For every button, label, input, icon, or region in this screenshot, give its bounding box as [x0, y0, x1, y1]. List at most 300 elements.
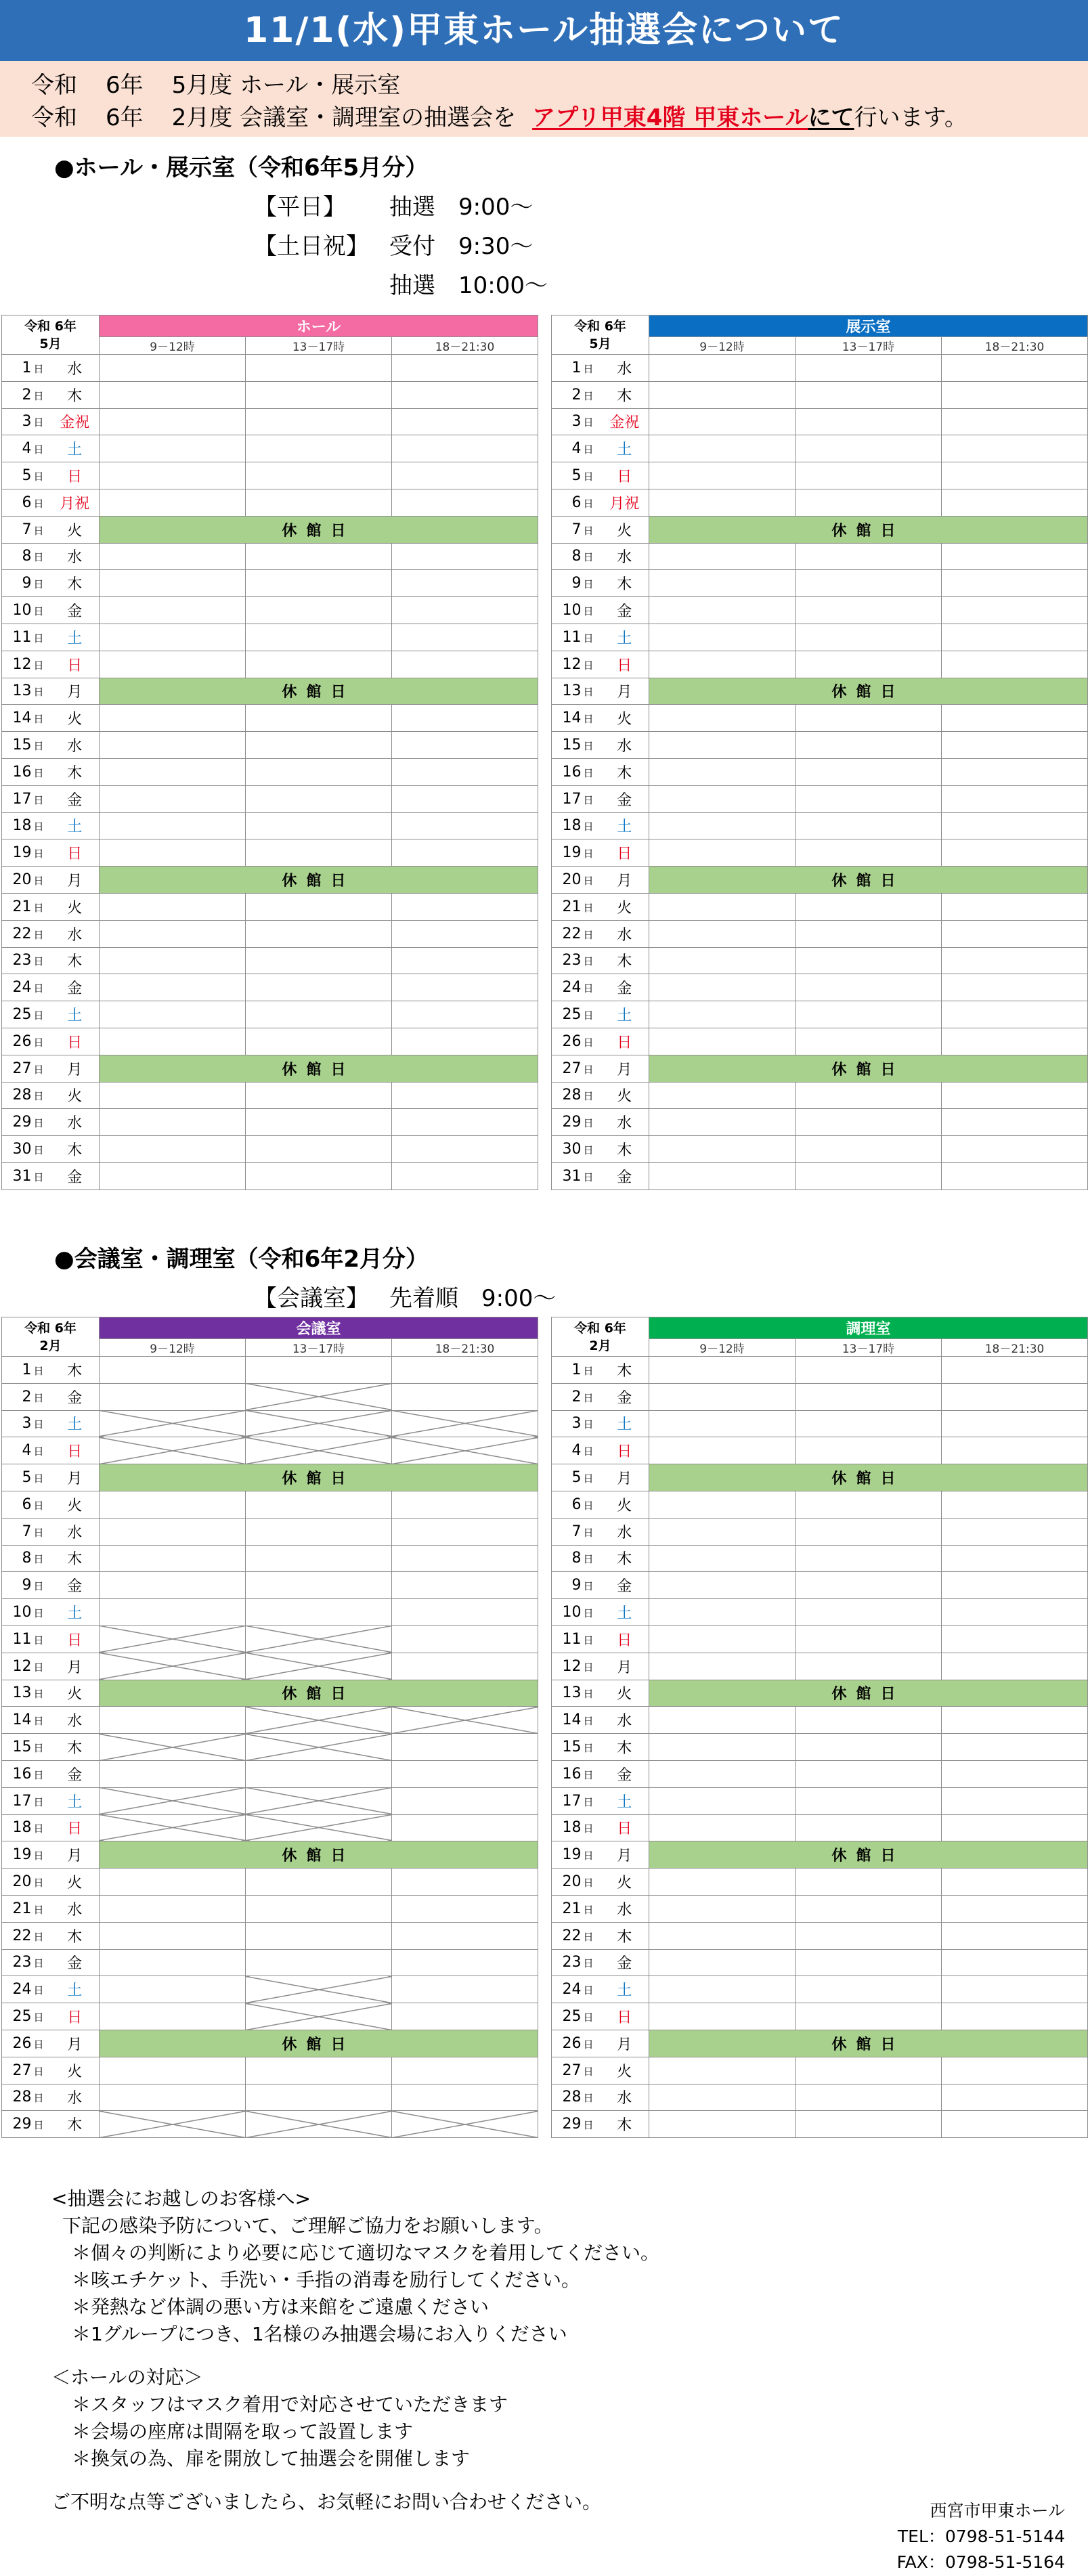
day-suffix: 日 [583, 2119, 594, 2132]
calendar-row [552, 974, 1088, 1001]
day-value: 23 [562, 952, 582, 969]
slot-cell [246, 947, 392, 974]
day-suffix: 日 [33, 1472, 44, 1485]
slot-cell [942, 1545, 1088, 1572]
calendar-row [2, 651, 538, 678]
day-number [552, 1625, 601, 1653]
slot-cell [942, 1895, 1088, 1922]
day-value: 24 [12, 1981, 32, 1999]
time-slot-header: 13－17時 [246, 1339, 392, 1357]
day-number [2, 1410, 51, 1437]
day-suffix: 日 [33, 955, 44, 968]
slot-unavailable [246, 1383, 392, 1410]
day-number [552, 705, 601, 732]
day-value: 9 [571, 1577, 582, 1594]
weekday: 水 [51, 543, 100, 570]
slot-cell [392, 732, 538, 759]
slot-cell [246, 1109, 392, 1136]
calendar-hall [1, 315, 538, 1190]
day-value: 13 [12, 682, 32, 700]
slot-cell [942, 1625, 1088, 1653]
calendar-row [2, 624, 538, 651]
era: 令和 [31, 72, 77, 99]
slot-cell [392, 1895, 538, 1922]
notes-item: ＊1グループにつき、1名様のみ抽選会場にお入りください [72, 2323, 567, 2345]
schedule-row: 【会議室】 先着順 9:00〜 [254, 1285, 557, 1312]
day-suffix: 日 [583, 901, 594, 914]
slot-cell [246, 1760, 392, 1787]
day-value: 1 [571, 359, 582, 376]
slot-cell [246, 1082, 392, 1109]
closed-day-label: 休館日 [649, 516, 1088, 543]
calendar-month: 2月 [39, 1338, 62, 1353]
slot-cell [796, 1383, 942, 1410]
calendar-row [552, 1949, 1088, 1976]
weekday: 水 [51, 1109, 100, 1136]
notes-item: ＊発熱など体調の悪い方は来館をご遠慮ください [72, 2296, 489, 2318]
day-number [552, 1841, 601, 1869]
calendar-row [2, 1437, 538, 1464]
closed-day-label: 休館日 [649, 2030, 1088, 2057]
slot-cell [392, 1760, 538, 1787]
day-value: 16 [12, 763, 32, 781]
slot-cell [649, 1383, 796, 1410]
weekday: 火 [51, 1680, 100, 1707]
slot-cell [246, 597, 392, 624]
slot-cell [100, 1109, 246, 1136]
slot-cell [649, 1357, 796, 1384]
day-suffix: 日 [583, 686, 594, 699]
calendar-row [2, 1680, 538, 1707]
slot-cell [796, 1922, 942, 1949]
day-number [552, 758, 601, 785]
slot-unavailable [100, 1437, 246, 1464]
day-value: 12 [562, 1657, 582, 1675]
weekday: 月祝 [51, 489, 100, 516]
day-number [2, 1357, 51, 1384]
day-number [2, 597, 51, 624]
weekday: 火 [601, 893, 649, 920]
day-number [2, 1787, 51, 1814]
day-value: 4 [22, 440, 32, 458]
day-value: 13 [562, 1684, 582, 1702]
calendar-row [552, 1599, 1088, 1626]
slot-cell [392, 974, 538, 1001]
slot-cell [796, 812, 942, 839]
slot-cell [796, 758, 942, 785]
slot-cell [942, 1976, 1088, 2003]
calendar-row [552, 1869, 1088, 1896]
day-suffix: 日 [33, 471, 44, 483]
weekday: 木 [601, 381, 649, 408]
weekday: 木 [51, 570, 100, 597]
day-number [552, 1136, 601, 1163]
slot-unavailable [100, 1814, 246, 1841]
day-value: 28 [562, 1087, 582, 1104]
calendar-row [2, 1787, 538, 1814]
day-number [2, 2084, 51, 2111]
calendar-row [552, 1437, 1088, 1464]
slot-cell [942, 1437, 1088, 1464]
weekday: 金 [601, 1949, 649, 1976]
slot-cell [100, 1028, 246, 1055]
slot-cell [100, 570, 246, 597]
slot-cell [796, 1545, 942, 1572]
weekday: 木 [51, 1357, 100, 1384]
day-value: 29 [562, 1114, 582, 1131]
day-value: 30 [562, 1141, 582, 1158]
day-number [2, 1136, 51, 1163]
slot-cell [796, 570, 942, 597]
slot-cell [100, 651, 246, 678]
slot-unavailable [392, 1707, 538, 1734]
weekday: 土 [51, 1976, 100, 2003]
slot-cell [246, 489, 392, 516]
slot-cell [796, 1028, 942, 1055]
day-value: 20 [562, 871, 582, 889]
day-value: 10 [12, 602, 32, 619]
day-value: 25 [562, 2008, 582, 2026]
slot-cell [649, 1518, 796, 1545]
slot-cell [649, 570, 796, 597]
calendar-row [552, 732, 1088, 759]
closed-day-label: 休館日 [100, 516, 538, 543]
day-number [2, 1734, 51, 1761]
slot-cell [100, 355, 246, 382]
day-suffix: 日 [583, 1499, 594, 1512]
weekday: 月 [51, 678, 100, 705]
day-suffix: 日 [33, 1715, 44, 1728]
slot-cell [796, 1437, 942, 1464]
notes-item: ＊咳エチケット、手洗い・手指の消毒を励行してください。 [72, 2269, 580, 2291]
day-suffix: 日 [33, 928, 44, 941]
calendar-header-row [552, 315, 1088, 337]
day-suffix: 日 [583, 1472, 594, 1485]
calendar-year: 令和 6年 [24, 1320, 77, 1336]
calendar-row [2, 408, 538, 435]
slot-cell [649, 947, 796, 974]
day-suffix: 日 [583, 1364, 594, 1377]
slot-cell [796, 1082, 942, 1109]
day-suffix: 日 [583, 1903, 594, 1916]
calendar-row [552, 1545, 1088, 1572]
weekday: 日 [601, 1437, 649, 1464]
day-value: 25 [12, 2008, 32, 2026]
slot-cell [246, 839, 392, 867]
day-suffix: 日 [33, 1580, 44, 1593]
calendar-row [2, 1841, 538, 1869]
calendar-row [552, 1162, 1088, 1189]
weekday: 火 [601, 1491, 649, 1518]
slot-cell [100, 2084, 246, 2111]
slot-cell [649, 1895, 796, 1922]
slot-cell [796, 2111, 942, 2138]
day-suffix: 日 [583, 1850, 594, 1862]
announcement-line-1 [31, 66, 400, 100]
slot-cell [942, 1136, 1088, 1163]
slot-cell [649, 1572, 796, 1599]
notes-item: ＊換気の為、扉を開放して抽選会を開催します [72, 2447, 471, 2470]
weekday: 木 [51, 381, 100, 408]
day-suffix: 日 [33, 1036, 44, 1049]
calendar-row [2, 758, 538, 785]
calendar-row [552, 1572, 1088, 1599]
slot-cell [796, 1976, 942, 2003]
day-suffix: 日 [583, 2092, 594, 2105]
weekday: 月 [601, 1464, 649, 1491]
calendar-row [552, 1814, 1088, 1841]
calendar-row [552, 597, 1088, 624]
era: 令和 [31, 104, 77, 131]
slot-cell [942, 893, 1088, 920]
day-number [552, 2003, 601, 2030]
slot-cell [100, 947, 246, 974]
slot-cell [942, 1410, 1088, 1437]
weekday: 金 [51, 1949, 100, 1976]
slot-cell [246, 758, 392, 785]
slot-cell [246, 435, 392, 462]
weekday: 火 [601, 1680, 649, 1707]
slot-unavailable [100, 2111, 246, 2138]
slot-cell [942, 920, 1088, 947]
slot-cell [392, 1518, 538, 1545]
weekday: 金 [601, 974, 649, 1001]
slot-cell [246, 1922, 392, 1949]
calendar-header-row [2, 1317, 538, 1339]
day-number [552, 355, 601, 382]
calendar-row [552, 812, 1088, 839]
slot-cell [942, 1491, 1088, 1518]
day-suffix: 日 [583, 416, 594, 429]
slot-cell [392, 1572, 538, 1599]
weekday: 火 [601, 705, 649, 732]
slot-cell [796, 543, 942, 570]
slot-cell [100, 1357, 246, 1384]
calendar-row [552, 543, 1088, 570]
slot-cell [649, 1625, 796, 1653]
slot-cell [649, 1491, 796, 1518]
slot-cell [942, 435, 1088, 462]
slot-cell [100, 1162, 246, 1189]
weekday: 月 [601, 2030, 649, 2057]
day-number [552, 381, 601, 408]
weekday: 水 [51, 1518, 100, 1545]
closed-day-label: 休館日 [649, 867, 1088, 894]
day-suffix: 日 [583, 875, 594, 888]
calendar-row [2, 1357, 538, 1384]
slot-cell [246, 570, 392, 597]
slot-cell [649, 785, 796, 812]
slot-cell [649, 1082, 796, 1109]
time-slot-header: 18－21:30 [392, 1339, 538, 1357]
day-value: 3 [571, 1415, 582, 1433]
weekday: 金 [601, 1760, 649, 1787]
slot-cell [649, 893, 796, 920]
weekday: 金 [51, 597, 100, 624]
day-number [2, 1895, 51, 1922]
slot-cell [942, 2057, 1088, 2084]
day-suffix: 日 [33, 740, 44, 753]
notes-title-1: <抽選会にお越しのお客様へ> [51, 2187, 311, 2210]
weekday: 日 [601, 2003, 649, 2030]
time-slot-header: 18－21:30 [392, 337, 538, 355]
slot-cell [649, 1410, 796, 1437]
slot-cell [796, 381, 942, 408]
weekday: 土 [601, 812, 649, 839]
slot-cell [100, 1707, 246, 1734]
day-number [2, 678, 51, 705]
day-number [2, 1082, 51, 1109]
slot-cell [942, 758, 1088, 785]
calendar-row [552, 1895, 1088, 1922]
slot-unavailable [246, 1437, 392, 1464]
weekday: 土 [51, 1410, 100, 1437]
slot-unavailable [246, 1625, 392, 1653]
slot-cell [392, 570, 538, 597]
day-suffix: 日 [583, 471, 594, 483]
day-number [552, 2111, 601, 2138]
slot-cell [100, 2003, 246, 2030]
slot-cell [392, 408, 538, 435]
slot-cell [649, 1653, 796, 1680]
day-value: 22 [562, 1927, 582, 1944]
day-value: 27 [12, 2061, 32, 2079]
calendar-row [552, 570, 1088, 597]
slot-cell [942, 2003, 1088, 2030]
day-number [2, 1653, 51, 1680]
day-suffix: 日 [583, 1795, 594, 1808]
slot-cell [392, 2003, 538, 2030]
slot-cell [796, 1869, 942, 1896]
day-value: 1 [22, 1361, 32, 1378]
weekday: 金 [601, 597, 649, 624]
weekday: 木 [51, 947, 100, 974]
calendar-row [552, 1976, 1088, 2003]
slot-cell [942, 1949, 1088, 1976]
slot-cell [100, 705, 246, 732]
day-value: 11 [12, 628, 32, 646]
calendar-row [552, 1518, 1088, 1545]
slot-cell [392, 435, 538, 462]
slot-cell [649, 543, 796, 570]
calendar-row [552, 1028, 1088, 1055]
day-value: 14 [562, 1711, 582, 1729]
day-value: 15 [12, 1739, 32, 1756]
notes-closing: ご不明な点等ございましたら、お気軽にお問い合わせください。 [51, 2491, 602, 2513]
slot-cell [649, 624, 796, 651]
closed-day-label: 休館日 [100, 867, 538, 894]
weekday: 土 [601, 1599, 649, 1626]
day-value: 8 [22, 548, 32, 565]
calendar-row [2, 1625, 538, 1653]
weekday: 火 [51, 1491, 100, 1518]
day-value: 23 [12, 1954, 32, 1971]
day-number [2, 1162, 51, 1189]
rooms: ホール・展示室 [240, 72, 401, 99]
weekday: 月 [51, 1841, 100, 1869]
calendar-row [552, 1734, 1088, 1761]
calendar-row [2, 1814, 538, 1841]
month: 2月度 [171, 104, 233, 131]
org-name: 西宮市甲東ホール [930, 2501, 1065, 2520]
day-number [2, 705, 51, 732]
weekday: 木 [601, 1357, 649, 1384]
venue-highlight: アプリ甲東4階 甲東ホール [532, 104, 808, 131]
phone-number: TEL：0798-51-5144 [897, 2527, 1065, 2546]
slot-cell [942, 1653, 1088, 1680]
day-value: 20 [12, 1873, 32, 1891]
calendar-row [552, 1357, 1088, 1384]
slot-cell [392, 812, 538, 839]
weekday: 土 [601, 1410, 649, 1437]
day-number [552, 920, 601, 947]
slot-cell [796, 1814, 942, 1841]
slot-cell [649, 1599, 796, 1626]
day-value: 30 [12, 1141, 32, 1158]
day-suffix: 日 [33, 389, 44, 402]
slot-cell [100, 1760, 246, 1787]
calendar-row [552, 2084, 1088, 2111]
slot-cell [392, 758, 538, 785]
slot-cell [100, 812, 246, 839]
day-number [2, 381, 51, 408]
day-value: 8 [571, 1550, 582, 1567]
calendar-row [2, 516, 538, 543]
weekday: 日 [51, 1814, 100, 1841]
calendar-row [552, 1491, 1088, 1518]
time-slot-header: 18－21:30 [942, 1339, 1088, 1357]
weekday: 日 [51, 1028, 100, 1055]
slot-cell [942, 1572, 1088, 1599]
day-value: 18 [562, 817, 582, 835]
weekday: 土 [51, 435, 100, 462]
day-number [552, 1082, 601, 1109]
day-suffix: 日 [33, 1795, 44, 1808]
schedule-row: 【土日祝】 受付 9:30〜 [254, 233, 534, 260]
day-value: 6 [571, 494, 582, 511]
day-number [552, 1707, 601, 1734]
slot-cell [246, 1028, 392, 1055]
calendar-row [552, 1109, 1088, 1136]
day-value: 11 [562, 628, 582, 646]
weekday: 土 [601, 624, 649, 651]
day-value: 3 [22, 1415, 32, 1433]
slot-cell [649, 2057, 796, 2084]
day-suffix: 日 [33, 1634, 44, 1646]
calendar-month-label [552, 1317, 649, 1357]
day-value: 17 [562, 790, 582, 808]
weekday: 土 [51, 624, 100, 651]
section-title-hall: ●ホール・展示室（令和6年5月分） [54, 154, 429, 181]
slot-cell [942, 947, 1088, 974]
day-suffix: 日 [583, 1715, 594, 1728]
calendar-year: 令和 6年 [574, 1320, 626, 1336]
day-number [2, 758, 51, 785]
time-slot-header: 9－12時 [649, 1339, 796, 1357]
day-number [552, 1028, 601, 1055]
room-name-header: 調理室 [649, 1317, 1088, 1339]
calendar-row [2, 462, 538, 489]
weekday: 金 [601, 1572, 649, 1599]
weekday: 木 [51, 758, 100, 785]
weekday: 水 [601, 732, 649, 759]
weekday: 月 [601, 1055, 649, 1082]
day-suffix: 日 [583, 659, 594, 672]
slot-cell [649, 1545, 796, 1572]
slot-cell [649, 758, 796, 785]
slot-cell [246, 1949, 392, 1976]
slot-cell [649, 732, 796, 759]
